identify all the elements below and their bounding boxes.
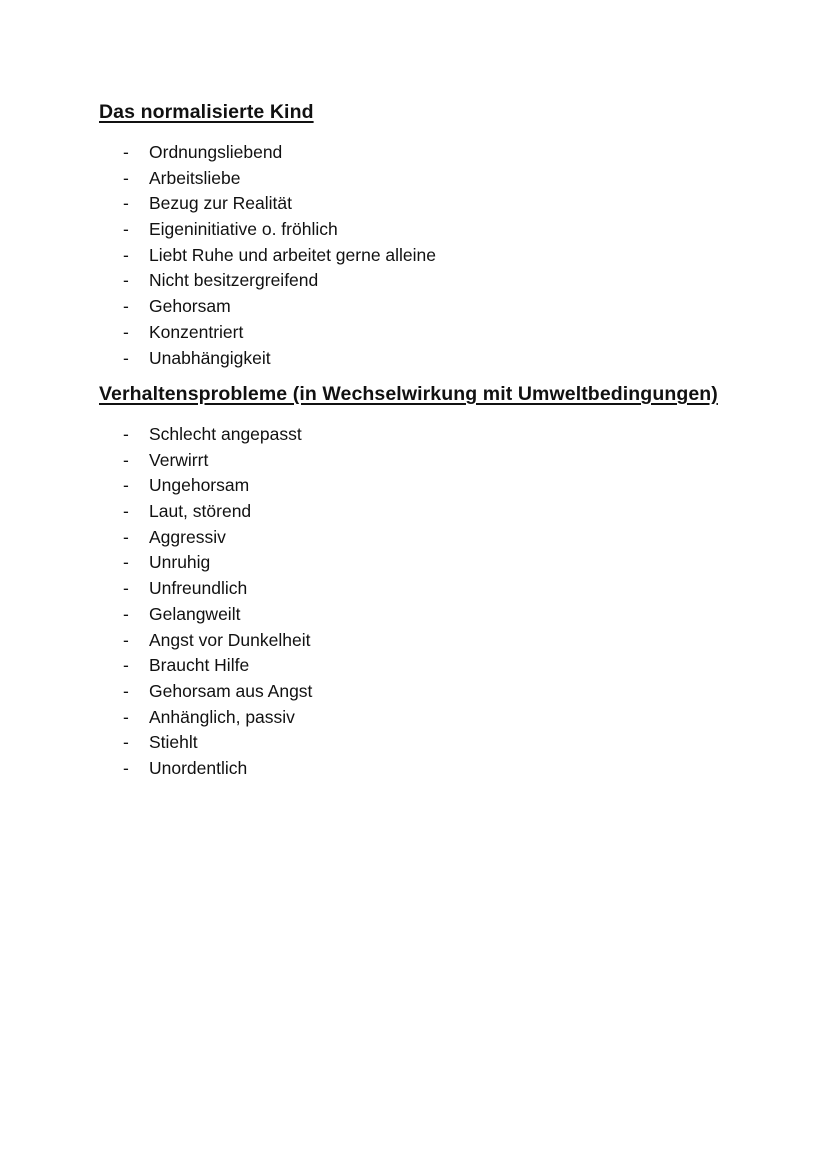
bullet-dash: - (123, 706, 129, 727)
bullet-dash: - (123, 757, 129, 778)
list-item-text: Konzentriert (149, 321, 244, 342)
list-item-text: Gelangweilt (149, 603, 241, 624)
bullet-dash: - (123, 655, 129, 676)
bullet-dash: - (123, 244, 129, 265)
list-item-text: Angst vor Dunkelheit (149, 629, 311, 650)
list-item-text: Arbeitsliebe (149, 167, 241, 188)
bullet-dash: - (123, 167, 129, 188)
bullet-dash: - (123, 526, 129, 547)
list-item-text: Gehorsam (149, 296, 231, 317)
list-item-text: Schlecht angepasst (149, 424, 302, 444)
bullet-dash: - (123, 296, 129, 317)
list-item-text: Eigeninitiative o. fröhlich (149, 219, 338, 240)
section-heading-behavior-problems: Verhaltensprobleme (in Wechselwirkung mit Umweltbedingungen) (99, 383, 718, 405)
list-item-text: Aggressiv (149, 526, 226, 547)
bullet-dash: - (123, 321, 129, 342)
bullet-dash: - (123, 449, 129, 470)
bullet-dash: - (123, 680, 129, 701)
bullet-dash: - (123, 501, 129, 522)
bullet-dash: - (123, 270, 129, 291)
list-item-text: Unruhig (149, 552, 211, 573)
list-item-text: Unabhängigkeit (149, 347, 271, 368)
list-item-text: Bezug zur Realität (149, 193, 292, 214)
bullet-dash: - (123, 347, 129, 368)
list-item-text: Laut, störend (149, 501, 252, 522)
list-item-text: Stiehlt (149, 732, 198, 753)
bullet-dash: - (123, 219, 129, 240)
list-item-text: Gehorsam aus Angst (149, 680, 313, 701)
list-item-text: Ordnungsliebend (149, 142, 283, 162)
bullet-dash: - (123, 578, 129, 599)
bullet-dash: - (123, 424, 129, 444)
list-item-text: Ungehorsam (149, 475, 250, 496)
list-item-text: Nicht besitzergreifend (149, 270, 319, 291)
bullet-dash: - (123, 142, 129, 162)
bullet-dash: - (123, 629, 129, 650)
list-item-text: Verwirrt (149, 449, 209, 470)
list-item-text: Anhänglich, passiv (149, 706, 295, 727)
bullet-dash: - (123, 475, 129, 496)
bullet-dash: - (123, 193, 129, 214)
list-item-text: Braucht Hilfe (149, 655, 250, 676)
list-item-text: Liebt Ruhe und arbeitet gerne alleine (149, 244, 437, 265)
bullet-dash: - (123, 732, 129, 753)
list-item-text: Unfreundlich (149, 578, 248, 599)
section-heading-normalized-child: Das normalisierte Kind (99, 101, 314, 123)
bullet-dash: - (123, 552, 129, 573)
bullet-dash: - (123, 603, 129, 624)
list-item-text: Unordentlich (149, 757, 248, 778)
